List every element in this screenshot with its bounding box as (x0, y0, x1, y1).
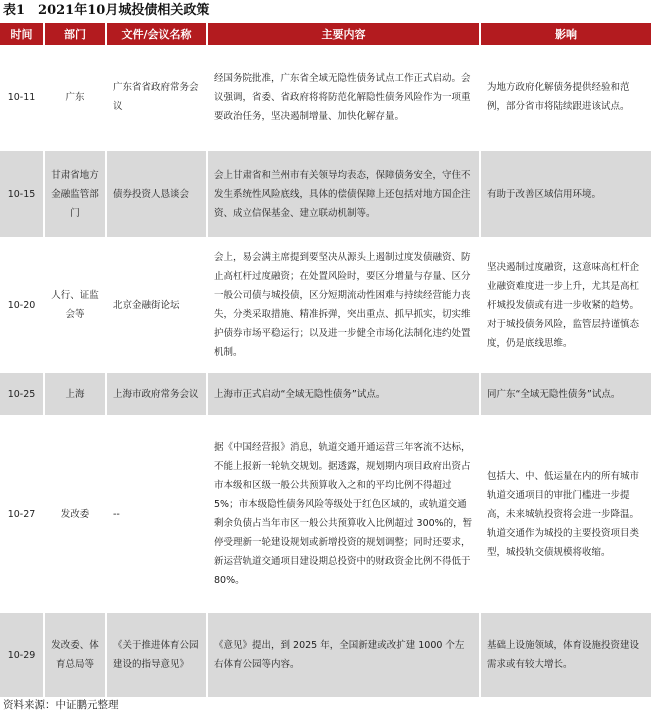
cell-doc: 北京金融街论坛 (107, 239, 208, 373)
cell-impact: 包括大、中、低运量在内的所有城市轨道交通项目的审批门槛进一步提高，未来城轨投资将会进一步降温。轨道交通作为城投的主要投资项目类型，城投轨交债规模将收缩。 (481, 417, 651, 613)
cell-content: 上海市正式启动“全域无隐性债务”试点。 (208, 373, 481, 417)
table-row (0, 417, 651, 613)
cell-content: 经国务院批准，广东省全域无隐性债务试点工作正式启动。会议强调，省委、省政府将将防范化解隐性债务风险作为一项重要政治任务，坚决遏制增量、加快化解存量。 (208, 45, 481, 151)
cell-content: 据《中国经营报》消息，轨道交通开通运营三年客流不达标，不能上报新一轮轨交规划。据透露，规划期内项目政府出资占市本级和区级一般公共预算收入之和的平均比例不得超过 5%；市本级隐性债务风险等级处于红色区域的，或轨道交通剩余负债占当年市区一般公共预算收入比例超过 300%的，暂停受理新一轮建设规划或新增投资的规划调整；同时还要求，新运营轨道交通项目建设期总投资中的财政资金比例不得低于 80%。 (208, 417, 481, 613)
cell-time: 10-20 (0, 239, 45, 373)
cell-doc: -- (107, 417, 208, 613)
cell-time: 10-15 (0, 151, 45, 239)
header-doc: 文件/会议名称 (107, 23, 208, 45)
source-note: 资料来源：中证鹏元整理 (3, 699, 119, 711)
cell-time: 10-25 (0, 373, 45, 417)
cell-dept: 甘肃省地方金融监管部门 (45, 151, 107, 239)
cell-content: 会上甘肃省和兰州市有关领导均表态，保障债务安全，守住不发生系统性风险底线，具体的偿债保障上还包括对地方国企注资、成立信保基金、建立联动机制等。 (208, 151, 481, 239)
cell-time: 10-29 (0, 613, 45, 699)
table-row (0, 151, 651, 239)
cell-dept: 发改委 (45, 417, 107, 613)
table-title: 表1 2021年10月城投债相关政策 (3, 3, 210, 18)
header-content: 主要内容 (208, 23, 481, 45)
header-time: 时间 (0, 23, 45, 45)
table-header (0, 23, 651, 45)
cell-time: 10-27 (0, 417, 45, 613)
cell-impact: 为地方政府化解债务提供经验和范例，部分省市将陆续跟进该试点。 (481, 45, 651, 151)
table-row (0, 613, 651, 699)
cell-time: 10-11 (0, 45, 45, 151)
cell-impact: 有助于改善区域信用环境。 (481, 151, 651, 239)
cell-dept: 人行、证监会等 (45, 239, 107, 373)
table-row (0, 373, 651, 417)
header-impact: 影响 (481, 23, 651, 45)
cell-doc: 上海市政府常务会议 (107, 373, 208, 417)
cell-content: 《意见》提出，到 2025 年，全国新建或改扩建 1000 个左右体育公园等内容。 (208, 613, 481, 699)
header-dept: 部门 (45, 23, 107, 45)
cell-impact: 基础上设施领域，体育设施投资建设需求或有较大增长。 (481, 613, 651, 699)
cell-doc: 《关于推进体育公园建设的指导意见》 (107, 613, 208, 699)
cell-doc: 债券投资人恳谈会 (107, 151, 208, 239)
table-row (0, 45, 651, 151)
cell-dept: 上海 (45, 373, 107, 417)
table-row (0, 239, 651, 373)
policy-table (0, 23, 651, 699)
table-body (0, 45, 651, 699)
cell-impact: 同广东“全域无隐性债务”试点。 (481, 373, 651, 417)
cell-dept: 发改委、体育总局等 (45, 613, 107, 699)
cell-impact: 坚决遏制过度融资，这意味高杠杆企业融资难度进一步上升，尤其是高杠杆城投发债或有进一步收紧的趋势。对于城投债务风险，监管层持谨慎态度，仍是底线思维。 (481, 239, 651, 373)
cell-doc: 广东省省政府常务会议 (107, 45, 208, 151)
cell-dept: 广东 (45, 45, 107, 151)
cell-content: 会上，易会满主席提到要坚决从源头上遏制过度发债融资、防止高杠杆过度融资；在处置风险时，要区分增量与存量、区分一般公司债与城投债，区分短期流动性困难与持续经营能力丧失，分类采取措施、精准拆弹，突出重点、抓早抓实，切实维护债券市场平稳运行；以及进一步健全市场化法制化违约处置机制。 (208, 239, 481, 373)
